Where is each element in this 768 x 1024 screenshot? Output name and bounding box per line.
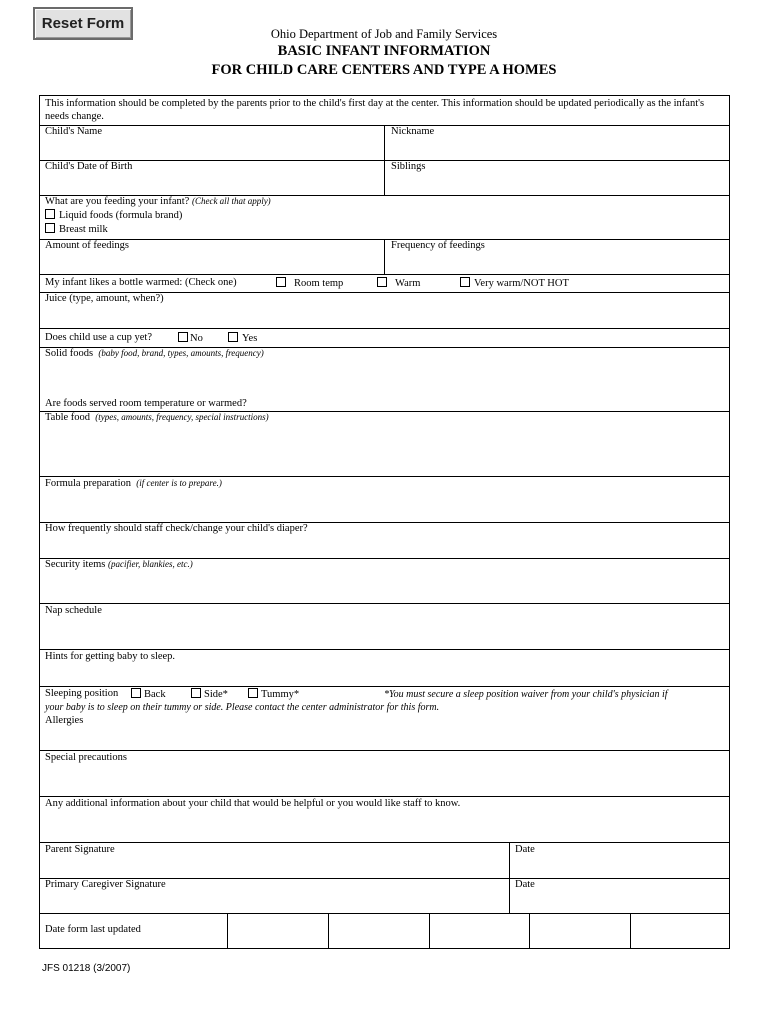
amount-feedings-field[interactable] — [40, 240, 384, 274]
additional-info-label: Any additional information about your child that would be helpful or you would like staff to know. — [45, 798, 461, 809]
diaper-field[interactable] — [40, 523, 729, 559]
cup-question: Does child use a cup yet? — [45, 332, 153, 343]
cup-row — [40, 329, 729, 348]
date-updated-row — [40, 914, 729, 948]
name-row — [40, 126, 729, 161]
siblings-field[interactable] — [385, 161, 729, 195]
date-updated-box-3[interactable] — [430, 914, 530, 948]
intro-text: This information should be completed by the parents prior to the child's first day at the center. This information should be updated periodically as the infant's needs change. — [45, 98, 705, 122]
dob-label: Child's Date of Birth — [45, 161, 133, 172]
dob-row — [40, 161, 729, 196]
table-food-field[interactable] — [40, 412, 729, 477]
reset-form-button[interactable]: Reset Form — [33, 7, 133, 40]
parent-signature-field[interactable] — [40, 843, 509, 878]
nickname-label: Nickname — [391, 126, 435, 137]
date-updated-label: Date form last updated — [45, 924, 141, 935]
room-temp-checkbox[interactable] — [276, 277, 286, 287]
cup-yes-option: Yes — [228, 332, 257, 344]
waiver-note-line2: your baby is to sleep on their tummy or side. Please contact the center administrator for this form. — [45, 702, 440, 713]
caregiver-signature-label: Primary Caregiver Signature — [45, 879, 166, 890]
siblings-label: Siblings — [391, 161, 426, 172]
caregiver-date-field[interactable] — [510, 879, 729, 913]
feedings-row — [40, 240, 729, 275]
date-updated-box-4[interactable] — [530, 914, 630, 948]
agency-name: Ohio Department of Job and Family Services — [270, 27, 498, 41]
warm-checkbox[interactable] — [377, 277, 387, 287]
nap-schedule-field[interactable] — [40, 604, 729, 650]
feeding-row — [40, 196, 729, 240]
caregiver-date-label: Date — [515, 879, 535, 890]
bottle-question: My infant likes a bottle warmed: (Check one) — [45, 277, 237, 288]
sleep-position-label: Sleeping position — [45, 688, 119, 699]
cup-yes-checkbox[interactable] — [228, 332, 238, 342]
foods-temp-question: Are foods served room temperature or warmed? — [45, 398, 247, 409]
sleep-hints-label: Hints for getting baby to sleep. — [45, 651, 176, 662]
room-temp-option: Room temp — [276, 277, 343, 289]
date-updated-label-cell — [40, 914, 227, 948]
cup-no-checkbox[interactable] — [178, 332, 188, 342]
parent-date-field[interactable] — [510, 843, 729, 878]
parent-signature-row — [40, 843, 729, 879]
intro-row — [40, 96, 729, 126]
security-items-field[interactable] — [40, 559, 729, 604]
feeding-question: What are you feeding your infant? (Check all that apply) — [45, 196, 271, 207]
very-warm-checkbox[interactable] — [460, 277, 470, 287]
bottle-row — [40, 275, 729, 293]
solid-foods-field[interactable] — [40, 348, 729, 412]
formula-brand-input[interactable] — [235, 209, 720, 222]
juice-label: Juice (type, amount, when?) — [45, 293, 164, 304]
additional-info-field[interactable] — [40, 797, 729, 843]
waiver-note-line1: *You must secure a sleep position waiver from your child's physician if — [384, 689, 668, 700]
special-precautions-label: Special precautions — [45, 752, 127, 763]
amount-feedings-label: Amount of feedings — [45, 240, 129, 251]
breast-milk-checkbox[interactable] — [45, 223, 55, 233]
frequency-feedings-label: Frequency of feedings — [391, 240, 485, 251]
juice-field[interactable] — [40, 293, 729, 329]
formula-prep-field[interactable] — [40, 477, 729, 523]
table-food-label: Table food (types, amounts, frequency, special instructions) — [45, 412, 269, 423]
childs-name-label: Child's Name — [45, 126, 103, 137]
caregiver-signature-field[interactable] — [40, 879, 509, 913]
parent-signature-label: Parent Signature — [45, 844, 115, 855]
nickname-field[interactable] — [385, 126, 729, 160]
side-checkbox[interactable] — [191, 688, 201, 698]
allergies-label: Allergies — [45, 715, 84, 726]
form-title-line1: BASIC INFANT INFORMATION — [277, 43, 491, 59]
parent-date-label: Date — [515, 844, 535, 855]
breast-milk-option: Breast milk — [45, 223, 108, 235]
special-precautions-field[interactable] — [40, 751, 729, 797]
date-updated-box-5[interactable] — [631, 914, 729, 948]
diaper-question: How frequently should staff check/change your child's diaper? — [45, 523, 308, 534]
infant-info-form — [39, 95, 730, 949]
warm-option: Warm — [377, 277, 420, 289]
form-title-line2: FOR CHILD CARE CENTERS AND TYPE A HOMES — [211, 62, 557, 78]
solid-foods-label: Solid foods (baby food, brand, types, amounts, frequency) — [45, 348, 264, 359]
dob-field[interactable] — [40, 161, 384, 195]
tummy-option: Tummy* — [248, 688, 299, 700]
form-number: JFS 01218 (3/2007) — [42, 963, 131, 974]
back-option: Back — [131, 688, 166, 700]
liquid-foods-checkbox[interactable] — [45, 209, 55, 219]
liquid-foods-option: Liquid foods (formula brand) — [45, 209, 182, 221]
back-checkbox[interactable] — [131, 688, 141, 698]
caregiver-signature-row — [40, 879, 729, 914]
childs-name-field[interactable] — [40, 126, 384, 160]
cup-no-option: No — [178, 332, 203, 344]
sleep-hints-field[interactable] — [40, 650, 729, 687]
allergies-field[interactable] — [40, 715, 729, 751]
nap-schedule-label: Nap schedule — [45, 605, 102, 616]
date-updated-box-1[interactable] — [228, 914, 328, 948]
formula-prep-label: Formula preparation (if center is to prepare.) — [45, 478, 222, 489]
security-items-label: Security items (pacifier, blankies, etc.) — [45, 559, 193, 570]
sleep-position-row — [40, 687, 729, 715]
tummy-checkbox[interactable] — [248, 688, 258, 698]
date-updated-box-2[interactable] — [329, 914, 429, 948]
very-warm-option: Very warm/NOT HOT — [460, 277, 569, 289]
frequency-feedings-field[interactable] — [385, 240, 729, 274]
side-option: Side* — [191, 688, 228, 700]
